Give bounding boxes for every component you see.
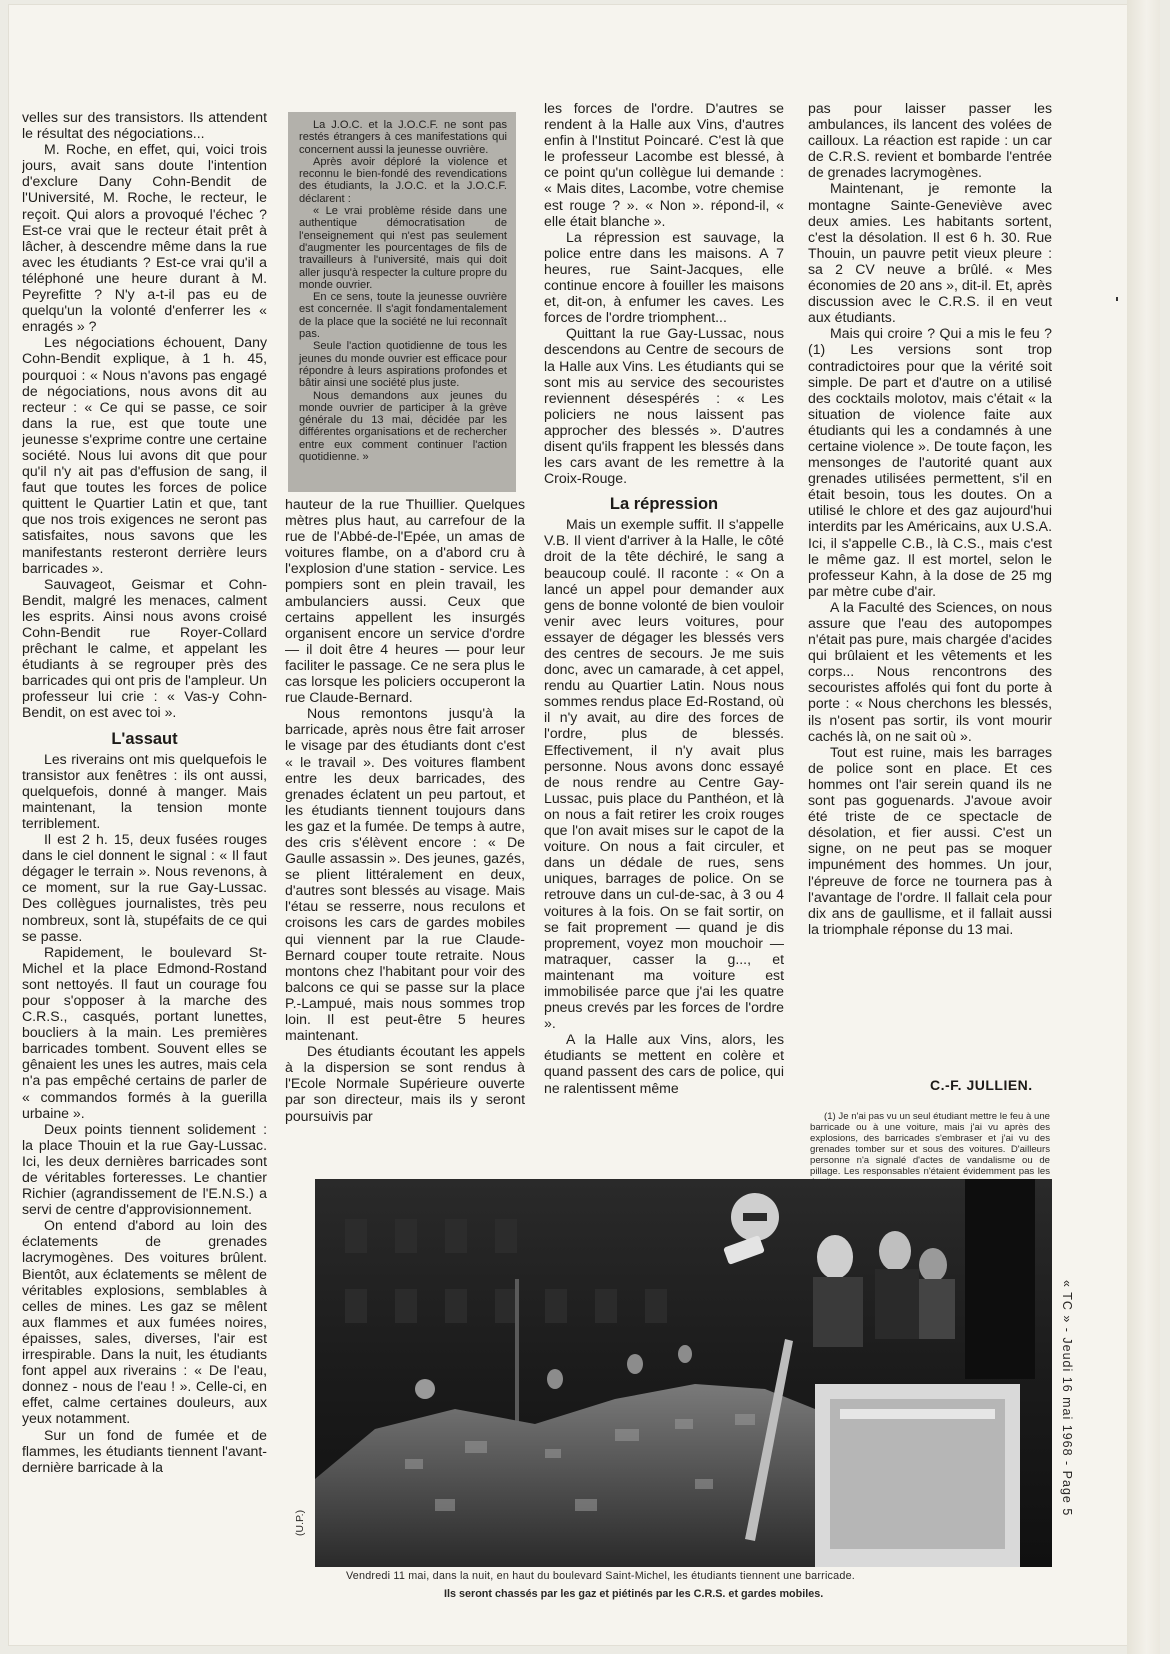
page-folio: « TC » - Jeudi 16 mai 1968 - Page 5: [1060, 1280, 1074, 1517]
barricade-photo-image: [315, 1179, 1052, 1567]
col1-para-10: Sur un fond de fumée et de flammes, les étudiants tiennent l'avant-dernière barricade à la: [22, 1426, 267, 1475]
box-para-3: « Le vrai problème réside dans une authentique démocratisation de l'enseignement qui n'est pas seulement d'augmenter les pourcentages de fils de travailleurs à l'université, mais qui doit aller jusqu'à respecter la culture propre du monde ouvrier.: [299, 205, 507, 291]
section-heading-repression: La répression: [609, 495, 719, 514]
col3-para-4: Mais un exemple suffit. Il s'appelle V.B. Il vient d'arriver à la Halle, le côté droit de la tête déchiré, le sang a beaucoup coulé. Il raconte : « On a lancé un appel pour demander aux gens de bonne volonté de bien vouloir venir avec leurs voitures, pour essayer de dégager les blessés vers des centres de secours. Je me suis donc, avec un camarade, à cet appel, rendu au Quartier Latin. Nous nous sommes rendus place Ed-Rostand, où il n'y avait, au dire des forces de l'ordre, plus de blessés. Effectivement, il n'y avait plus personne. Nous avons donc essayé de nous rendre au Centre Gay-Lussac, puis place du Panthéon, et là on nous a fait retirer les croix rouges que l'on avait mises sur le capot de la voiture. On nous a fait circuler, et dans un dédale de rues, sens uniques, barrages de police. On se retrouve dans un cul-de-sac, à 3 ou 4 voitures à la fois. On se fait sortir, on se fait proprement — quand je dis proprement, voyez mon mouchoir — matraquer, casser la g..., et maintenant ma voiture est immobilisée parce que j'ai les quatre pneus crevés par les forces de l'ordre ».: [544, 516, 784, 1032]
photo-credit: (U.P.): [294, 1509, 306, 1536]
joc-statement-box: [288, 112, 516, 492]
column-2: [285, 496, 525, 1168]
col4-para-4: A la Faculté des Sciences, on nous assure que l'eau des autopompes n'était pas pure, mais chargée d'acides qui brûlaient et les vêtements et les corps... Nous rencontrons des secouristes affolés qui font du porte à porte : « Nous cherchons les blessés, ils n'osent pas sortir, ils vont mourir cachés là, on ne sait où ».: [808, 598, 1052, 744]
col3-para-1: les forces de l'ordre. D'autres se rendent à la Halle aux Vins, d'autres enfin à l'Institut Poincaré. C'est là que le professeur Lacombe est blessé, à ce point qu'un collègue lui demande : « Mais dites, Lacombe, votre chemise est rouge ? ». « Non ». répond-il, « elle était blanche ».: [544, 100, 784, 229]
box-para-5: Seule l'action quotidienne de tous les jeunes du monde ouvrier est efficace pour répondre à leurs aspirations profondes et bâtir ainsi une société plus juste.: [299, 340, 507, 390]
photo-caption-line-1: Vendredi 11 mai, dans la nuit, en haut du boulevard Saint-Michel, les étudiants tiennent une barricade.: [346, 1570, 855, 1582]
box-para-6: Nous demandons aux jeunes du monde ouvrier de participer à la grève générale du 13 mai, décidée par les différentes organisations et de rechercher entre eux comment continuer l'action quotidienne. »: [299, 389, 507, 464]
col1-para-3: Les négociations échouent, Dany Cohn-Bendit explique, à 1 h. 45, pourquoi : « Nous n'avons pas engagé de négociations, nous avons dit au recteur : « Ce qui se passe, ce soir dans la rue, est que toute une jeunesse s'exprime contre une certaine société. Nous lui avons dit que pour qu'il n'y ait pas d'effusion de sang, il faut que toutes les forces de police quittent le Quartier Latin et que, tant que nos trois exigences ne seront pas satisfaites, nous savons que les manifestants resteront derrière leurs barricades ».: [22, 334, 267, 576]
col4-para-2: Maintenant, je remonte la montagne Sainte-Geneviève avec deux amies. Les habitants sortent, c'est la désolation. Il est 6 h. 30. Rue Thouin, un pauvre petit vieux pleure : sa 2 CV neuve a brûlé. « Mes économies de 20 ans », dit-il. Et, après discussion avec le C.R.S. il en veut aux étudiants.: [808, 180, 1052, 326]
barricade-photo: [315, 1179, 1052, 1567]
box-para-1: La J.O.C. et la J.O.C.F. ne sont pas restés étrangers à ces manifestations qui concernent aussi la jeunesse ouvrière.: [299, 119, 507, 156]
col4-para-1: pas pour laisser passer les ambulances, ils lancent des volées de cailloux. La réaction est rapide : un car de C.R.S. revient et bombarde l'entrée de grenades lacrymogènes.: [808, 100, 1052, 181]
footnote-text: (1) Je n'ai pas vu un seul étudiant mettre le feu à une barricade ou à une voiture, mais j'ai vu après des explosions, des barricades s'embraser et j'ai vu des grenades tomber sur et sous des voitures. D'ailleurs personne n'a signalé d'actes de vandalisme ou de pillage. Les responsables n'étaient évidemment pas les: [810, 1111, 1050, 1177]
col1-para-1: velles sur des transistors. Ils attendent le résultat des négociations...: [22, 109, 267, 142]
col2-para-1: hauteur de la rue Thuillier. Quelques mètres plus haut, au carrefour de la rue de l'Abbé-de-l'Epée, un amas de voitures flambe, on a d'abord cru à l'explosion d'une station - service. Les pompiers sont en plein travail, les ambulanciers aussi. Ceux que certains appellent les insurgés organisent encore un service d'ordre — il doit être 4 heures — pour leur faciliter le passage. Ce ne sera plus le cas lorsque les policiers occuperont la rue Claude-Bernard.: [285, 496, 525, 706]
col1-para-5: Les riverains ont mis quelquefois le transistor aux fenêtres : ils ont aussi, quelquefois, donné à manger. Mais maintenant, la tension monte terriblement.: [22, 750, 267, 831]
col1-para-6: Il est 2 h. 15, deux fusées rouges dans le ciel donnent le signal : « Il faut dégager le terrain ». Nous revenons, à ce moment, sur la rue Gay-Lussac. Des collègues journalistes, très peu nombreux, sont là, stupéfaits de ce qui se passe.: [22, 831, 267, 944]
col2-para-2: Nous remontons jusqu'à la barricade, après nous être fait arroser le visage par des étudiants dont c'est « le travail ». Des voitures flambent entre les deux barricades, des grenades éclatent un peu partout, et les étudiants tiennent toujours dans les gaz et la fumée. De temps à autre, des cris s'élèvent encore : « De Gaulle assassin ». Des jeunes, gazés, se plient littéralement en deux, d'autres sont blessés au visage. Mais l'étau se resserre, nous reculons et croisons les cars de gardes mobiles qui viennent par la rue Claude-Bernard couper toute retraite. Nous montons chez l'habitant pour voir des balcons ce qui se passe sur la place P.-Lampué, mais nous sommes trop loin. Il est peut-être 5 heures maintenant.: [285, 705, 525, 1044]
col1-para-9: On entend d'abord au loin des éclatements de grenades lacrymogènes. Des voitures brûlent. Bientôt, aux éclatements se mêlent de véritables explosions, semblables à celles de mines. Les gaz se mêlent aux flammes et aux fumées noires, épaisses, sales, diverses, l'air est irrespirable. Dans la nuit, les étudiants font appel aux riverains : « De l'eau, donnez - nous de l'eau ! ». Celle-ci, en effet, calme certaines douleurs, aux yeux notamment.: [22, 1217, 267, 1427]
section-heading-assaut: L'assaut: [111, 729, 178, 748]
col3-para-5: A la Halle aux Vins, alors, les étudiants se mettent en colère et quand passent des cars de police, qui ne ralentissent même: [544, 1031, 784, 1096]
column-1: [22, 109, 267, 1534]
col3-para-3: Quittant la rue Gay-Lussac, nous descendons au Centre de secours de la Halle aux Vins. Les étudiants qui se sont mis au service des secouristes reviennent désespérés : « Les policiers ne nous laissent pas approcher des blessés ». D'autres disent qu'ils frappent les blessés dans les cars avant de les remettre à la Croix-Rouge.: [544, 325, 784, 487]
author-byline: C.-F. JULLIEN.: [930, 1077, 1033, 1093]
margin-mark: [1116, 297, 1118, 301]
column-3: [544, 100, 784, 1168]
box-para-2: Après avoir déploré la violence et reconnu le bien-fondé des revendications des étudiants, la J.O.C. et la J.O.C.F. déclarent :: [299, 155, 507, 205]
photo-caption-line-2: Ils seront chassés par les gaz et piétinés par les C.R.S. et gardes mobiles.: [444, 1588, 824, 1600]
col1-para-2: M. Roche, en effet, qui, voici trois jours, avait sans doute l'intention d'exclure Dany Cohn-Bendit de l'Université, M. Roche, le recteur, le reçoit. Qui alors a provoqué l'échec ? Est-ce vrai que le recteur était prêt à lâcher, à descendre même dans la rue avec les étudiants ? Est-ce vrai qu'il a téléphoné une heure durant à M. Peyrefitte ? N'y a-t-il pas eu de quelqu'un la volonté d'enferrer les « enragés » ?: [22, 141, 267, 335]
col3-para-2: La répression est sauvage, la police entre dans les maisons. A 7 heures, rue Saint-Jacques, elle continue encore à fouiller les maisons et, dit-on, à enfumer les caves. Les forces de l'ordre triomphent...: [544, 228, 784, 326]
col1-para-8: Deux points tiennent solidement : la place Thouin et la rue Gay-Lussac. Ici, les deux dernières barricades sont de véritables forteresses. Le chantier Richier (agrandissement de l'E.N.S.) a servi de centre d'approvisionnement.: [22, 1120, 267, 1218]
page-fold: [1127, 0, 1160, 1654]
col4-para-3: Mais qui croire ? Qui a mis le feu ? (1) Les versions sont trop contradictoires pour que la vérité soit simple. De part et d'autre on a utilisé des cocktails molotov, mais c'était « la situation de violence faite aux étudiants qui les a condamnés à une certaine violence ». De toute façon, les mensonges de l'autorité quant aux grenades utilisées permettent, s'il en était besoin, tous les doutes. On a utilisé le chlore et des gaz aujourd'hui interdits par les Américains, aux U.S.A. Ici, il s'appelle C.B., là C.S., mais c'est le même gaz. Il est mortel, selon le professeur Kahn, à la dose de 25 mg par mètre cube d'air.: [808, 325, 1052, 599]
box-para-4: En ce sens, toute la jeunesse ouvrière est concernée. Il s'agit fondamentalement de la place que la société ne lui reconnaît pas.: [299, 291, 507, 341]
column-4: [808, 100, 1052, 1070]
col1-para-7: Rapidement, le boulevard St-Michel et la place Edmond-Rostand sont nettoyés. Il faut un courage fou pour s'opposer à la marche des C.R.S., casqués, portant lunettes, boucliers à la main. Les premières barricades tombent. Souvent elles se gênaient les unes les autres, mais cela n'a pas empêché certains de parler de « commandos formés à la guerilla urbaine ».: [22, 943, 267, 1121]
col2-para-3: Des étudiants écoutant les appels à la dispersion se sont rendus à l'Ecole Normale Supérieure ouverte par son directeur, mais ils y seront poursuivis par: [285, 1043, 525, 1124]
footnote: [810, 1111, 1050, 1188]
col1-para-4: Sauvageot, Geismar et Cohn-Bendit, malgré les menaces, calment les esprits. Ainsi nous avons croisé Cohn-Bendit rue Royer-Collard prêchant le calme, et appelant les étudiants à se regrouper près des barricades qui ont pris de l'ampleur. Un professeur lui crie : « Vas-y Cohn-Bendit, on est avec toi ».: [22, 575, 267, 721]
col4-para-5: Tout est ruine, mais les barrages de police sont en place. Et ces hommes ont l'air serein quand ils ne sont pas goguenards. J'avoue avoir été triste de ce spectacle de désolation, et fier aussi. C'est un signe, on ne peut pas se moquer impunément des hommes. Un jour, l'épreuve de force ne tournera pas à l'avantage de l'ordre. Il fallait cela pour dix ans de gaullisme, et il fallait aussi la triomphale réponse du 13 mai.: [808, 743, 1052, 937]
